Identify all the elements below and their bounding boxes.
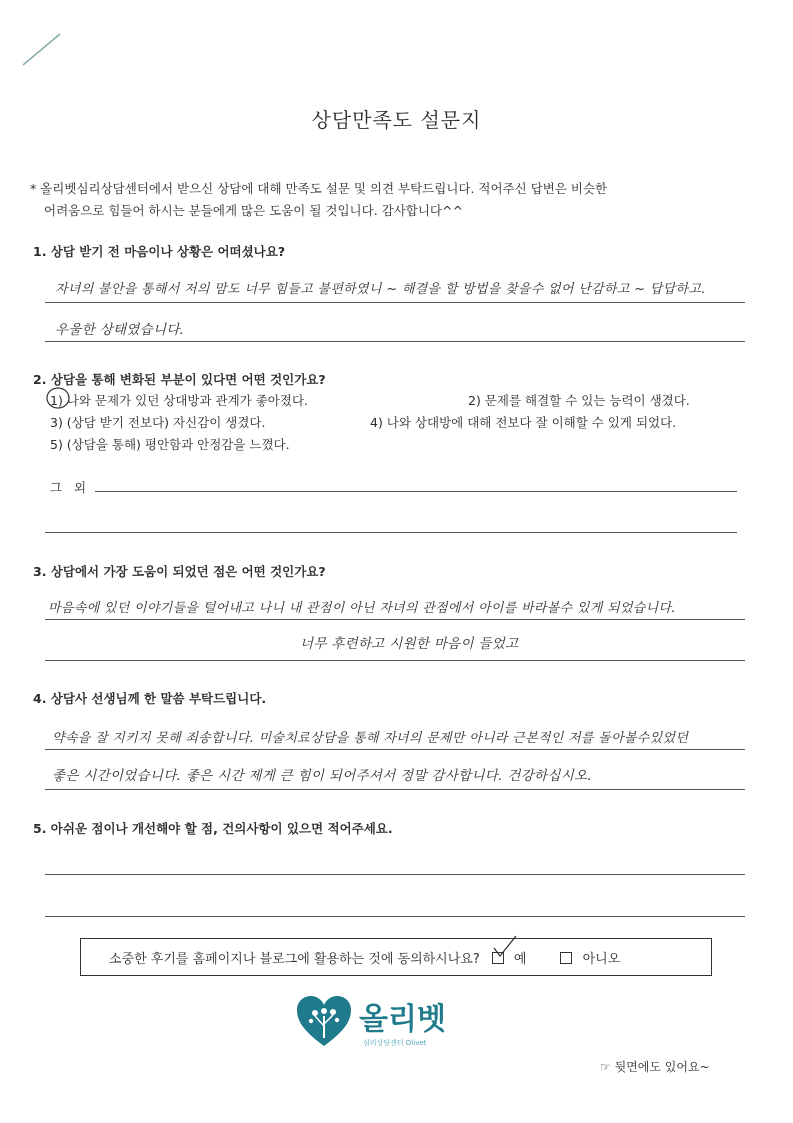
- consent-no-label: 아니오: [582, 951, 621, 967]
- heart-tree-icon: [295, 994, 353, 1048]
- olivet-logo: [295, 994, 446, 1048]
- intro-line-1: * 올리벳심리상담센터에서 받으신 상담에 대해 만족도 설문 및 의견 부탁드립니다. 적어주신 답변은 비슷한: [30, 181, 608, 196]
- q1-answer-line-2: 우울한 상태였습니다.: [55, 322, 185, 338]
- logo-subtitle: 심리상담센터 Olivet: [363, 1039, 427, 1047]
- q2-option-3[interactable]: 3) (상담 받기 전보다) 자신감이 생겼다.: [50, 415, 266, 430]
- selection-circle-mark: [45, 385, 73, 411]
- q2-other-label: 그 외: [50, 480, 91, 495]
- question-2: 2. 상담을 통해 변화된 부분이 있다면 어떤 것인가요?: [33, 372, 326, 387]
- q2-option-2[interactable]: 2) 문제를 해결할 수 있는 능력이 생겼다.: [468, 393, 690, 408]
- pen-stroke-mark: [20, 30, 65, 70]
- check-mark-icon: [492, 934, 518, 960]
- q2-option-4[interactable]: 4) 나와 상대방에 대해 전보다 잘 이해할 수 있게 되었다.: [370, 415, 677, 430]
- consent-box: [80, 938, 712, 976]
- page-title: 상담만족도 설문지: [311, 108, 482, 132]
- question-3: 3. 상담에서 가장 도움이 되었던 점은 어떤 것인가요?: [33, 564, 326, 579]
- logo-name: 올리벳: [359, 1002, 446, 1037]
- q4-answer-line-2: 좋은 시간이었습니다. 좋은 시간 제게 큰 힘이 되어주셔서 정말 감사합니다. 건강하십시오.: [52, 768, 592, 784]
- question-1: 1. 상담 받기 전 마음이나 상황은 어떠셨나요?: [33, 244, 286, 259]
- consent-question: 소중한 후기를 홈페이지나 블로그에 활용하는 것에 동의하시나요?: [109, 951, 480, 967]
- footer-note: ☞ 뒷면에도 있어요~: [600, 1060, 710, 1074]
- intro-line-2: 어려움으로 힘들어 하시는 분들에게 많은 도움이 될 것입니다. 감사합니다^^: [44, 203, 463, 218]
- consent-yes-label: 예: [513, 951, 527, 967]
- q1-answer-line-1: 자녀의 불안을 통해서 저의 맘도 너무 힘들고 불편하였니 ~ 해결을 할 방법을 찾을수 없어 난감하고 ~ 답답하고.: [55, 282, 706, 297]
- consent-yes-option[interactable]: [492, 948, 527, 967]
- consent-no-option[interactable]: [560, 948, 620, 967]
- question-5: 5. 아쉬운 점이나 개선해야 할 점, 건의사항이 있으면 적어주세요.: [33, 821, 393, 836]
- intro-text: [30, 178, 607, 222]
- q3-answer-line-2: 너무 후련하고 시원한 마음이 들었고: [300, 636, 519, 652]
- no-checkbox[interactable]: [560, 952, 572, 964]
- question-4: 4. 상담사 선생님께 한 말씀 부탁드립니다.: [33, 691, 267, 706]
- q2-other-line: [95, 491, 737, 492]
- q3-answer-line-1: 마음속에 있던 이야기들을 털어내고 나니 내 관점이 아닌 자녀의 관점에서 아이를 바라볼수 있게 되었습니다.: [48, 601, 676, 616]
- q2-option-5[interactable]: 5) (상담을 통해) 평안함과 안정감을 느꼈다.: [50, 437, 290, 452]
- q4-answer-line-1: 약속을 잘 지키지 못해 죄송합니다. 미술치료상담을 통해 자녀의 문제만 아니라 근본적인 저를 돌아볼수있었던: [52, 731, 689, 746]
- q2-option-1[interactable]: 1) 나와 문제가 있던 상대방과 관계가 좋아졌다.: [50, 393, 308, 408]
